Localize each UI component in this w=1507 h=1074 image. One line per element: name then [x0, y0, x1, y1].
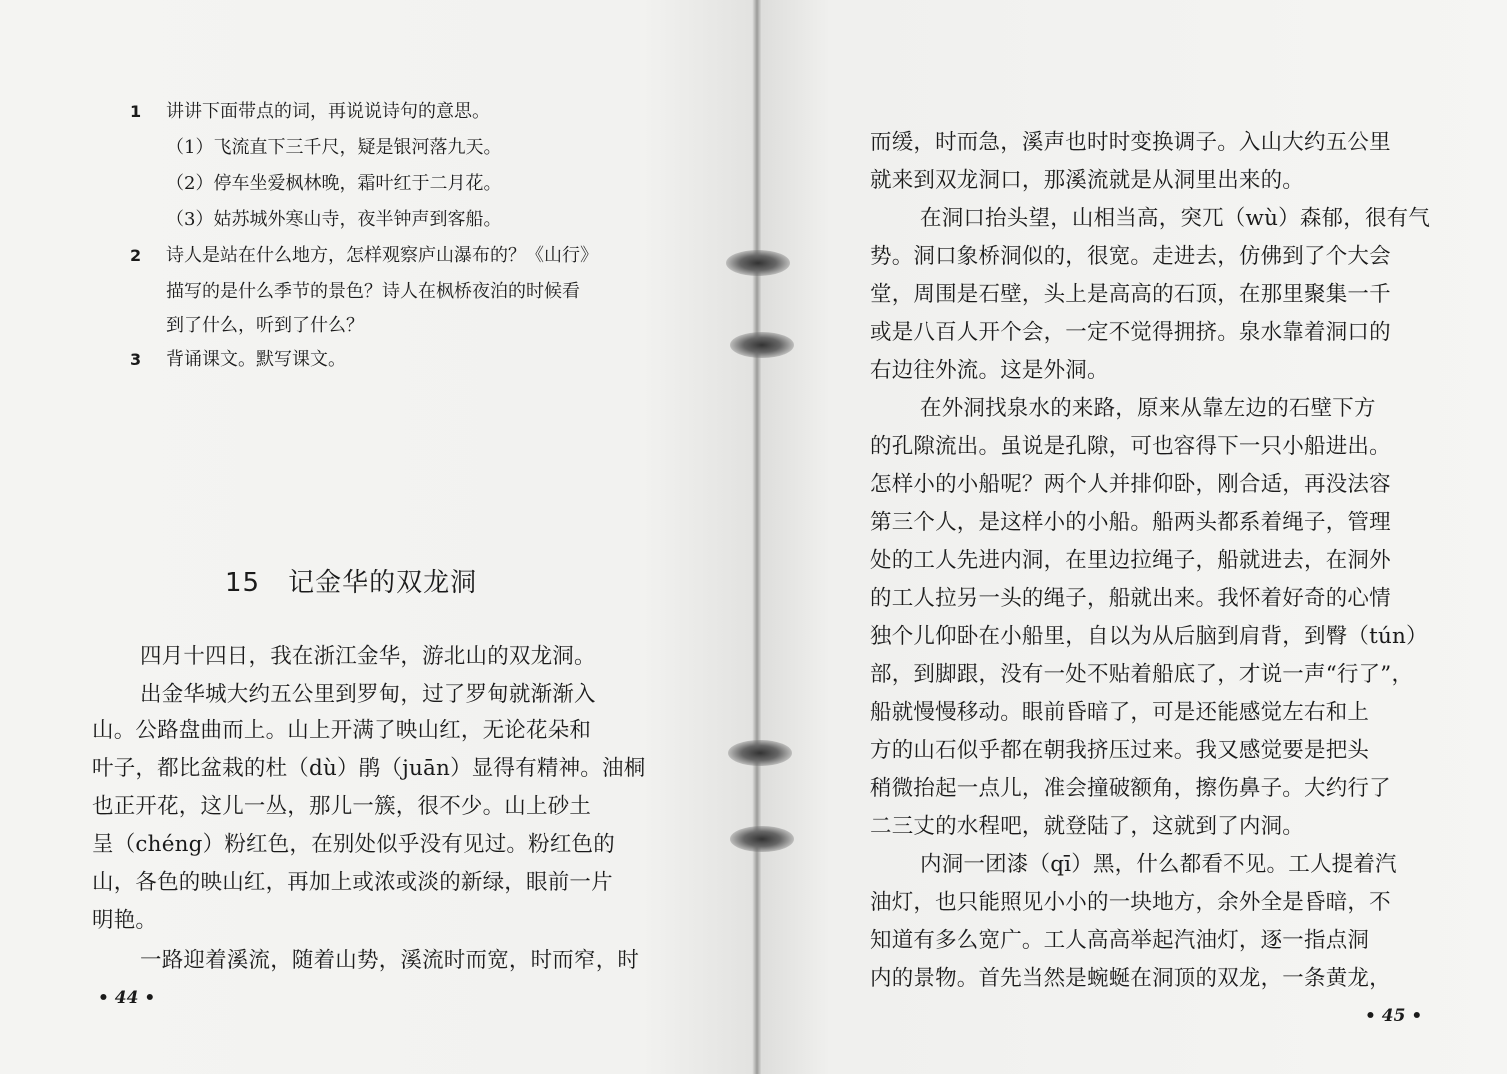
exercise-text: 讲讲下面带点的词，再说说诗句的意思。: [166, 101, 490, 122]
binding-staple-mark: [730, 826, 794, 852]
exercise-text-line: 诗人是站在什么地方，怎样观察庐山瀑布的？《山行》: [166, 245, 598, 266]
body-line: 怎样小的小船呢？两个人并排仰卧，刚合适，再没法容: [870, 472, 1391, 497]
page-number-left: • 44 •: [98, 988, 156, 1008]
body-line: 山。公路盘曲而上。山上开满了映山红，无论花朵和: [92, 718, 592, 743]
body-line: 处的工人先进内洞，在里边拉绳子，船就进去，在洞外: [870, 548, 1391, 573]
body-line: 或是八百人开个会，一定不觉得拥挤。泉水靠着洞口的: [870, 320, 1391, 345]
body-line: 部，到脚跟，没有一处不贴着船底了，才说一声“行了”，: [870, 662, 1414, 687]
body-line: 在外洞找泉水的来路，原来从靠左边的石壁下方: [920, 396, 1376, 421]
body-line: 独个儿仰卧在小船里，自以为从后脑到肩背，到臀（tún）: [870, 624, 1428, 649]
body-line: 叶子，都比盆栽的杜（dù）鹃（juān）显得有精神。油桐: [92, 756, 646, 781]
body-line: 山，各色的映山红，再加上或浓或淡的新绿，眼前一片: [92, 870, 613, 895]
body-line: 二三丈的水程吧，就登陆了，这就到了内洞。: [870, 814, 1305, 839]
body-line: 内洞一团漆（qī）黑，什么都看不见。工人提着汽: [920, 852, 1397, 877]
body-line: 的工人拉另一头的绳子，船就出来。我怀着好奇的心情: [870, 586, 1391, 611]
exercise-text-line: 描写的是什么季节的景色？诗人在枫桥夜泊的时候看: [166, 281, 580, 302]
right-page: [755, 0, 1507, 1074]
lesson-title-text: 记金华的双龙洞: [288, 568, 478, 598]
body-line: 也正开花，这儿一丛，那儿一簇，很不少。山上砂土: [92, 794, 592, 819]
body-line: 而缓，时而急，溪声也时时变换调子。入山大约五公里: [870, 130, 1391, 155]
binding-staple-mark: [728, 740, 792, 766]
body-line: 就来到双龙洞口，那溪流就是从洞里出来的。: [870, 168, 1305, 193]
binding-staple-mark: [730, 332, 794, 358]
body-line: 方的山石似乎都在朝我挤压过来。我又感觉要是把头: [870, 738, 1370, 763]
body-line: 势。洞口象桥洞似的，很宽。走进去，仿佛到了个大会: [870, 244, 1391, 269]
body-line: 在洞口抬头望，山相当高，突兀（wù）森郁，很有气: [920, 206, 1431, 231]
exercise-subitem: （3）姑苏城外寒山寺，夜半钟声到客船。: [166, 209, 502, 230]
exercise-number: 3: [130, 350, 142, 369]
exercise-subitem: （2）停车坐爱枫林晚，霜叶红于二月花。: [166, 173, 502, 194]
body-line: 船就慢慢移动。眼前昏暗了，可是还能感觉左右和上: [870, 700, 1370, 725]
body-line: 一路迎着溪流，随着山势，溪流时而宽，时而窄，时: [140, 948, 640, 973]
exercise-text: 背诵课文。默写课文。: [166, 349, 346, 370]
body-line: 出金华城大约五公里到罗甸，过了罗甸就渐渐入: [140, 682, 596, 707]
exercise-subitem: （1）飞流直下三千尺，疑是银河落九天。: [166, 137, 502, 158]
body-line: 稍微抬起一点儿，准会撞破额角，擦伤鼻子。大约行了: [870, 776, 1391, 801]
body-line: 知道有多么宽广。工人高高举起汽油灯，逐一指点洞: [870, 928, 1370, 953]
exercise-number: 2: [130, 246, 142, 265]
body-line: 呈（chéng）粉红色，在别处似乎没有见过。粉红色的: [92, 832, 615, 857]
body-line: 第三个人，是这样小的小船。船两头都系着绳子，管理: [870, 510, 1391, 535]
body-line: 的孔隙流出。虽说是孔隙，可也容得下一只小船进出。: [870, 434, 1391, 459]
exercise-number: 1: [130, 102, 142, 121]
body-line: 内的景物。首先当然是蜿蜒在洞顶的双龙，一条黄龙，: [870, 966, 1391, 991]
lesson-number: 15: [225, 568, 261, 598]
exercise-text-line: 到了什么，听到了什么？: [166, 315, 364, 336]
body-line: 四月十四日，我在浙江金华，游北山的双龙洞。: [140, 644, 596, 669]
body-line: 右边往外流。这是外洞。: [870, 358, 1109, 383]
body-line: 明艳。: [92, 908, 158, 933]
lesson-title: [225, 566, 477, 600]
binding-gutter: [752, 0, 762, 1074]
binding-staple-mark: [726, 250, 790, 276]
page-number-right: • 45 •: [1365, 1006, 1423, 1026]
body-line: 堂，周围是石壁，头上是高高的石顶，在那里聚集一千: [870, 282, 1391, 307]
body-line: 油灯，也只能照见小小的一块地方，余外全是昏暗，不: [870, 890, 1391, 915]
